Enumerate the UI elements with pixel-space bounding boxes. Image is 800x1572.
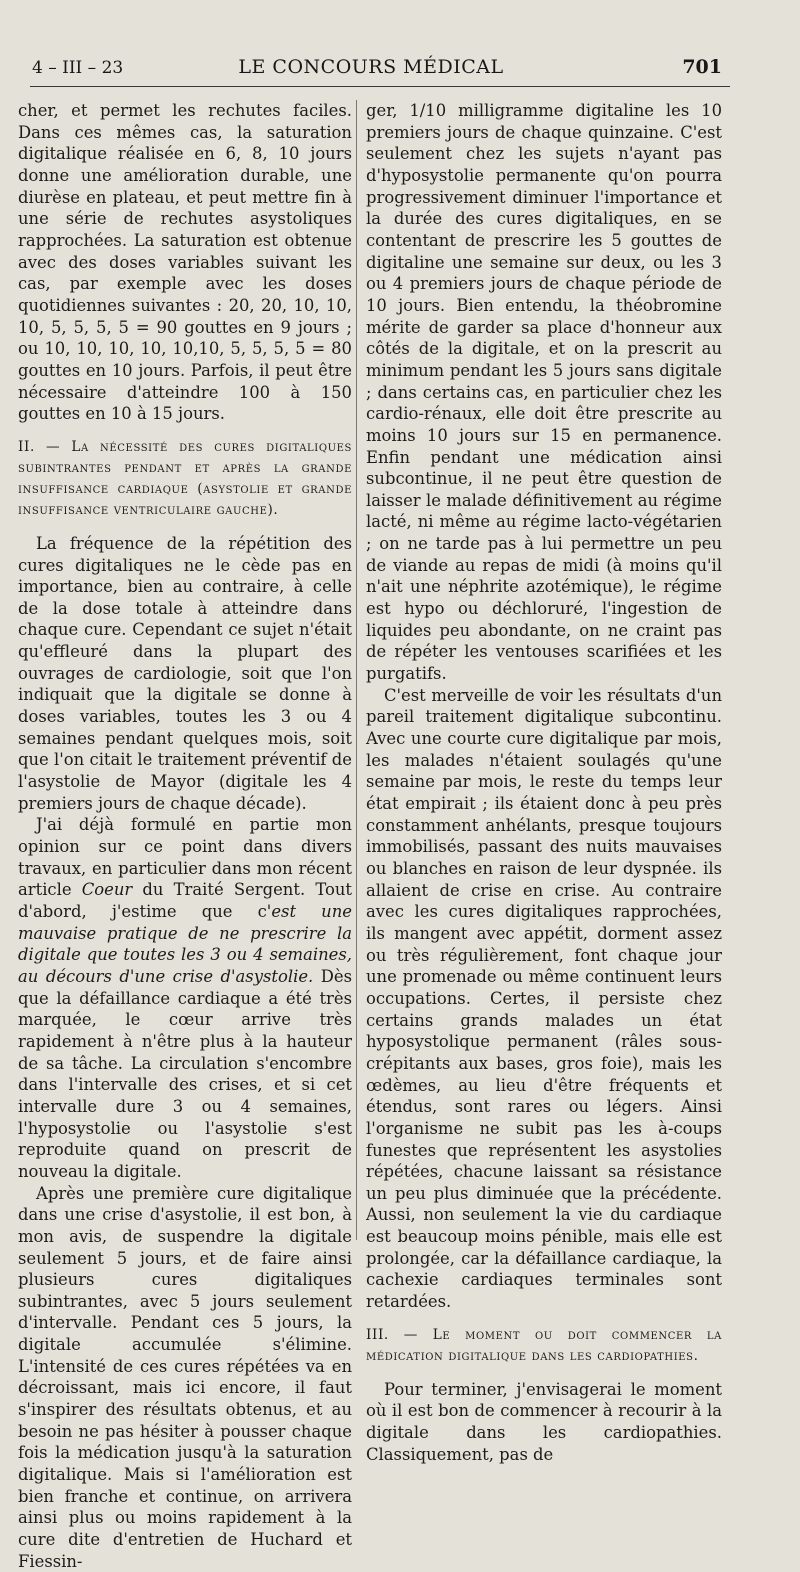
paragraph: Pour terminer, j'envisagerai le moment où il est bon de commencer à recourir à la digitale dans les cardiopathies. Classiquement, pas de (366, 1379, 722, 1464)
page-header (32, 52, 722, 84)
italic-run: Coeur (81, 880, 133, 900)
text-run: Dès que la défaillance cardiaque a été très marquée, le cœur arrive très rapidement à n'être plus à la hauteur de sa tâche. La circulation s'encombre dans l'intervalle des crises, et si cet intervalle dure 3 ou 4 semaines, l'hyposystolie ou l'asystolie s'est reproduite quand on prescrit de nouveau la digitale. (18, 966, 353, 1181)
left-column (18, 100, 352, 1572)
paragraph: cher, et permet les rechutes faciles. Dans ces mêmes cas, la saturation digitalique réalisée en 6, 8, 10 jours donne une amélioration durable, une diurèse en plateau, et peut mettre fin à une série de rechutes asystoliques rapprochées. La saturation est obtenue avec des doses variables suivant les cas, par exemple avec les doses quotidiennes suivantes : 20, 20, 10, 10, 10, 5, 5, 5, 5 = 90 gouttes en 9 jours ; ou 10, 10, 10, 10, 10,10, 5, 5, 5, 5 = 80 gouttes en 10 jours. Parfois, il peut être nécessaire d'atteindre 100 à 150 gouttes en 10 à 15 jours. (18, 101, 352, 424)
text-run: J'ai déjà formulé en partie mon opinion sur ce point dans divers travaux, en particulier dans mon récent article (18, 815, 352, 900)
italic-run: est une mauvaise pratique de ne prescrire la digitale que toutes les 3 ou 4 semaines, au décours d'une crise d'asystolie. (18, 902, 352, 986)
paragraph: Après une première cure digitalique dans une crise d'asystolie, il est bon, à mon avis, de suspendre la digitale seulement 5 jours, et de faire ainsi plusieurs cures digitaliques subintrantes, avec 5 jours seulement d'intervalle. Pendant ces 5 jours, la digitale accumulée s'élimine. L'intensité de ces cures répétées va en décroissant, mais ici encore, il faut s'inspirer des résultats obtenus, et au besoin ne pas hésiter à pousser chaque fois la médication jusqu'à la saturation digitalique. Mais si l'amélioration est bien franche et continue, on arrivera ainsi plus ou moins rapidement à la cure dite d'entretien de Huchard et Fiessin- (18, 1183, 352, 1571)
paragraph: ger, 1/10 milligramme digitaline les 10 premiers jours de chaque quinzaine. C'est seulement chez les sujets n'ayant pas d'hyposystolie permanente qu'on pourra progressivement diminuer l'importance et la durée des cures digitaliques, en se contentant de prescrire les 5 gouttes de digitaline une semaine sur deux, ou les 3 ou 4 premiers jours de chaque période de 10 jours. Bien entendu, la théobromine mérite de garder sa place d'honneur aux côtés de la digitale, et on la prescrit au minimum pendant les 5 jours sans digitale ; dans certains cas, en particulier chez les cardio-rénaux, elle doit être prescrite au moins 10 jours sur 15 en permanence. Enfin pendant une médication ainsi subcontinue, il ne peut être question de laisser le malade définitivement au régime lacté, ni même au régime lacto-végétarien ; on ne tarde pas à lui permettre un peu de viande au repas de midi (à moins qu'il n'ait une néphrite azotémique), le régime est hypo ou déchloruré, l'ingestion de liquides peu abondante, on ne craint pas de répéter les ventouses scarifiées et les purgatifs. (366, 101, 722, 684)
column-rule (356, 100, 357, 1240)
text-run: du Traité Sergent. Tout d'abord, j'estime que c' (18, 880, 352, 921)
journal-title: LE CONCOURS MÉDICAL (238, 56, 504, 78)
paragraph: C'est merveille de voir les résultats d'un pareil traitement digitalique subcontinu. Avec une courte cure digitalique par mois, les malades n'étaient soulagés qu'une semaine par mois, le reste du temps leur état empirait ; ils étaient donc à peu près constamment anhélants, presque toujours immobilisés, passant des nuits mauvaises ou blanches en raison de leur dyspnée. ils allaient de crise en crise. Au contraire avec les cures digitaliques rapprochées, ils mangent avec appétit, dorment assez ou très régulièrement, font chaque jour une promenade ou même continuent leurs occupations. Certes, il persiste chez certains grands malades un état hyposystolique permanent (râles sous-crépitants aux bases, gros foie), mais les œdèmes, au lieu d'être fréquents et étendus, sont rares ou légers. Ainsi l'organisme ne subit pas les à-coups funestes que représentent les asystolies répétées, chacune laissant sa résistance un peu plus diminuée que la précédente. Aussi, non seulement la vie du cardiaque est beaucoup moins pénible, mais elle est prolongée, car la défaillance cardiaque, la cachexie cardiaques terminales sont retardées. (366, 685, 722, 1312)
paragraph: La fréquence de la répétition des cures digitaliques ne le cède pas en importance, bien au contraire, à celle de la dose totale à atteindre dans chaque cure. Cependant ce sujet n'était qu'effleuré dans la plupart des ouvrages de cardiologie, soit que l'on indiquait que la digitale se donne à doses variables, toutes les 3 ou 4 semaines pendant quelques mois, soit que l'on citait le traitement préventif de l'asystolie de Mayor (digitale les 4 premiers jours de chaque décade). (18, 533, 352, 813)
right-column (366, 100, 722, 1465)
header-rule (30, 86, 730, 87)
page-number: 701 (682, 56, 722, 78)
issue-number: 4 – III – 23 (32, 58, 124, 78)
paragraph (18, 814, 352, 1182)
section-heading-3: III. — Le moment ou doit commencer la médication digitalique dans les cardiopathies. (366, 1326, 722, 1364)
section-heading-2: II. — La nécessité des cures digitaliques subintrantes pendant et après la grande insuffisance cardiaque (asystolie et grande insuffisance ventriculaire gauche). (18, 438, 352, 518)
